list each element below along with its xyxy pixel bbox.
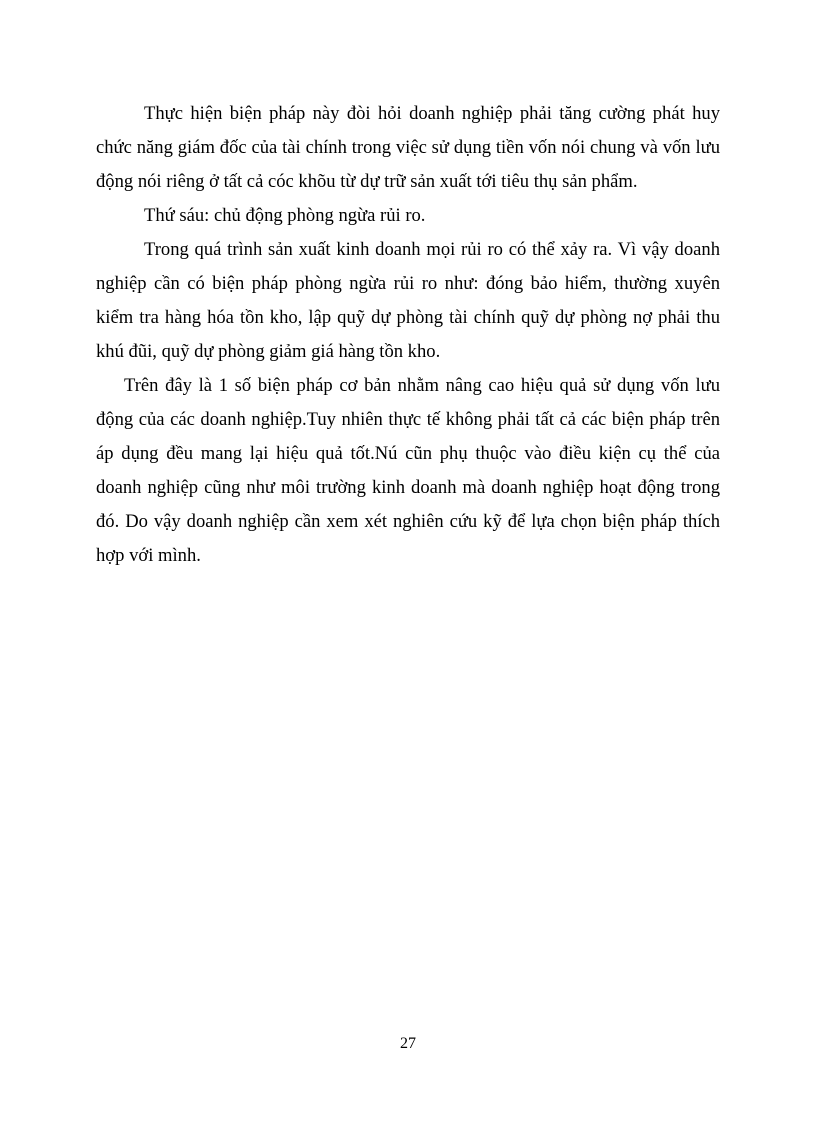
paragraph-risk-measures: Trong quá trình sản xuất kinh doanh mọi rủi ro có thể xảy ra. Vì vậy doanh nghiệp cần có biện pháp phòng ngừa rủi ro như: đóng bảo hiểm, thường xuyên kiểm tra hàng hóa tồn kho, lập quỹ dự phòng tài chính quỹ dự phòng nợ phải thu khú đũi, quỹ dự phòng giảm giá hàng tồn kho. xyxy=(96,239,720,362)
document-page xyxy=(96,0,720,1123)
paragraph-financial-oversight: Thực hiện biện pháp này đòi hỏi doanh nghiệp phải tăng cường phát huy chức năng giám đốc của tài chính trong việc sử dụng tiền vốn nói chung và vốn lưu động nói riêng ở tất cả cóc khõu từ dự trữ sản xuất tới tiêu thụ sản phẩm. xyxy=(96,103,720,192)
body-text xyxy=(96,97,720,573)
page-number: 27 xyxy=(400,1035,416,1052)
paragraph-conclusion: Trên đây là 1 số biện pháp cơ bản nhằm nâng cao hiệu quả sử dụng vốn lưu động của các doanh nghiệp.Tuy nhiên thực tế không phải tất cả các biện pháp trên áp dụng đều mang lại hiệu quả tốt.Nú cũn phụ thuộc vào điều kiện cụ thể của doanh nghiệp cũng như môi trường kinh doanh mà doanh nghiệp hoạt động trong đó. Do vậy doanh nghiệp cần xem xét nghiên cứu kỹ để lựa chọn biện pháp thích hợp với mình. xyxy=(96,375,720,566)
paragraph-heading-risk-prevention: Thứ sáu: chủ động phòng ngừa rủi ro. xyxy=(144,205,426,226)
